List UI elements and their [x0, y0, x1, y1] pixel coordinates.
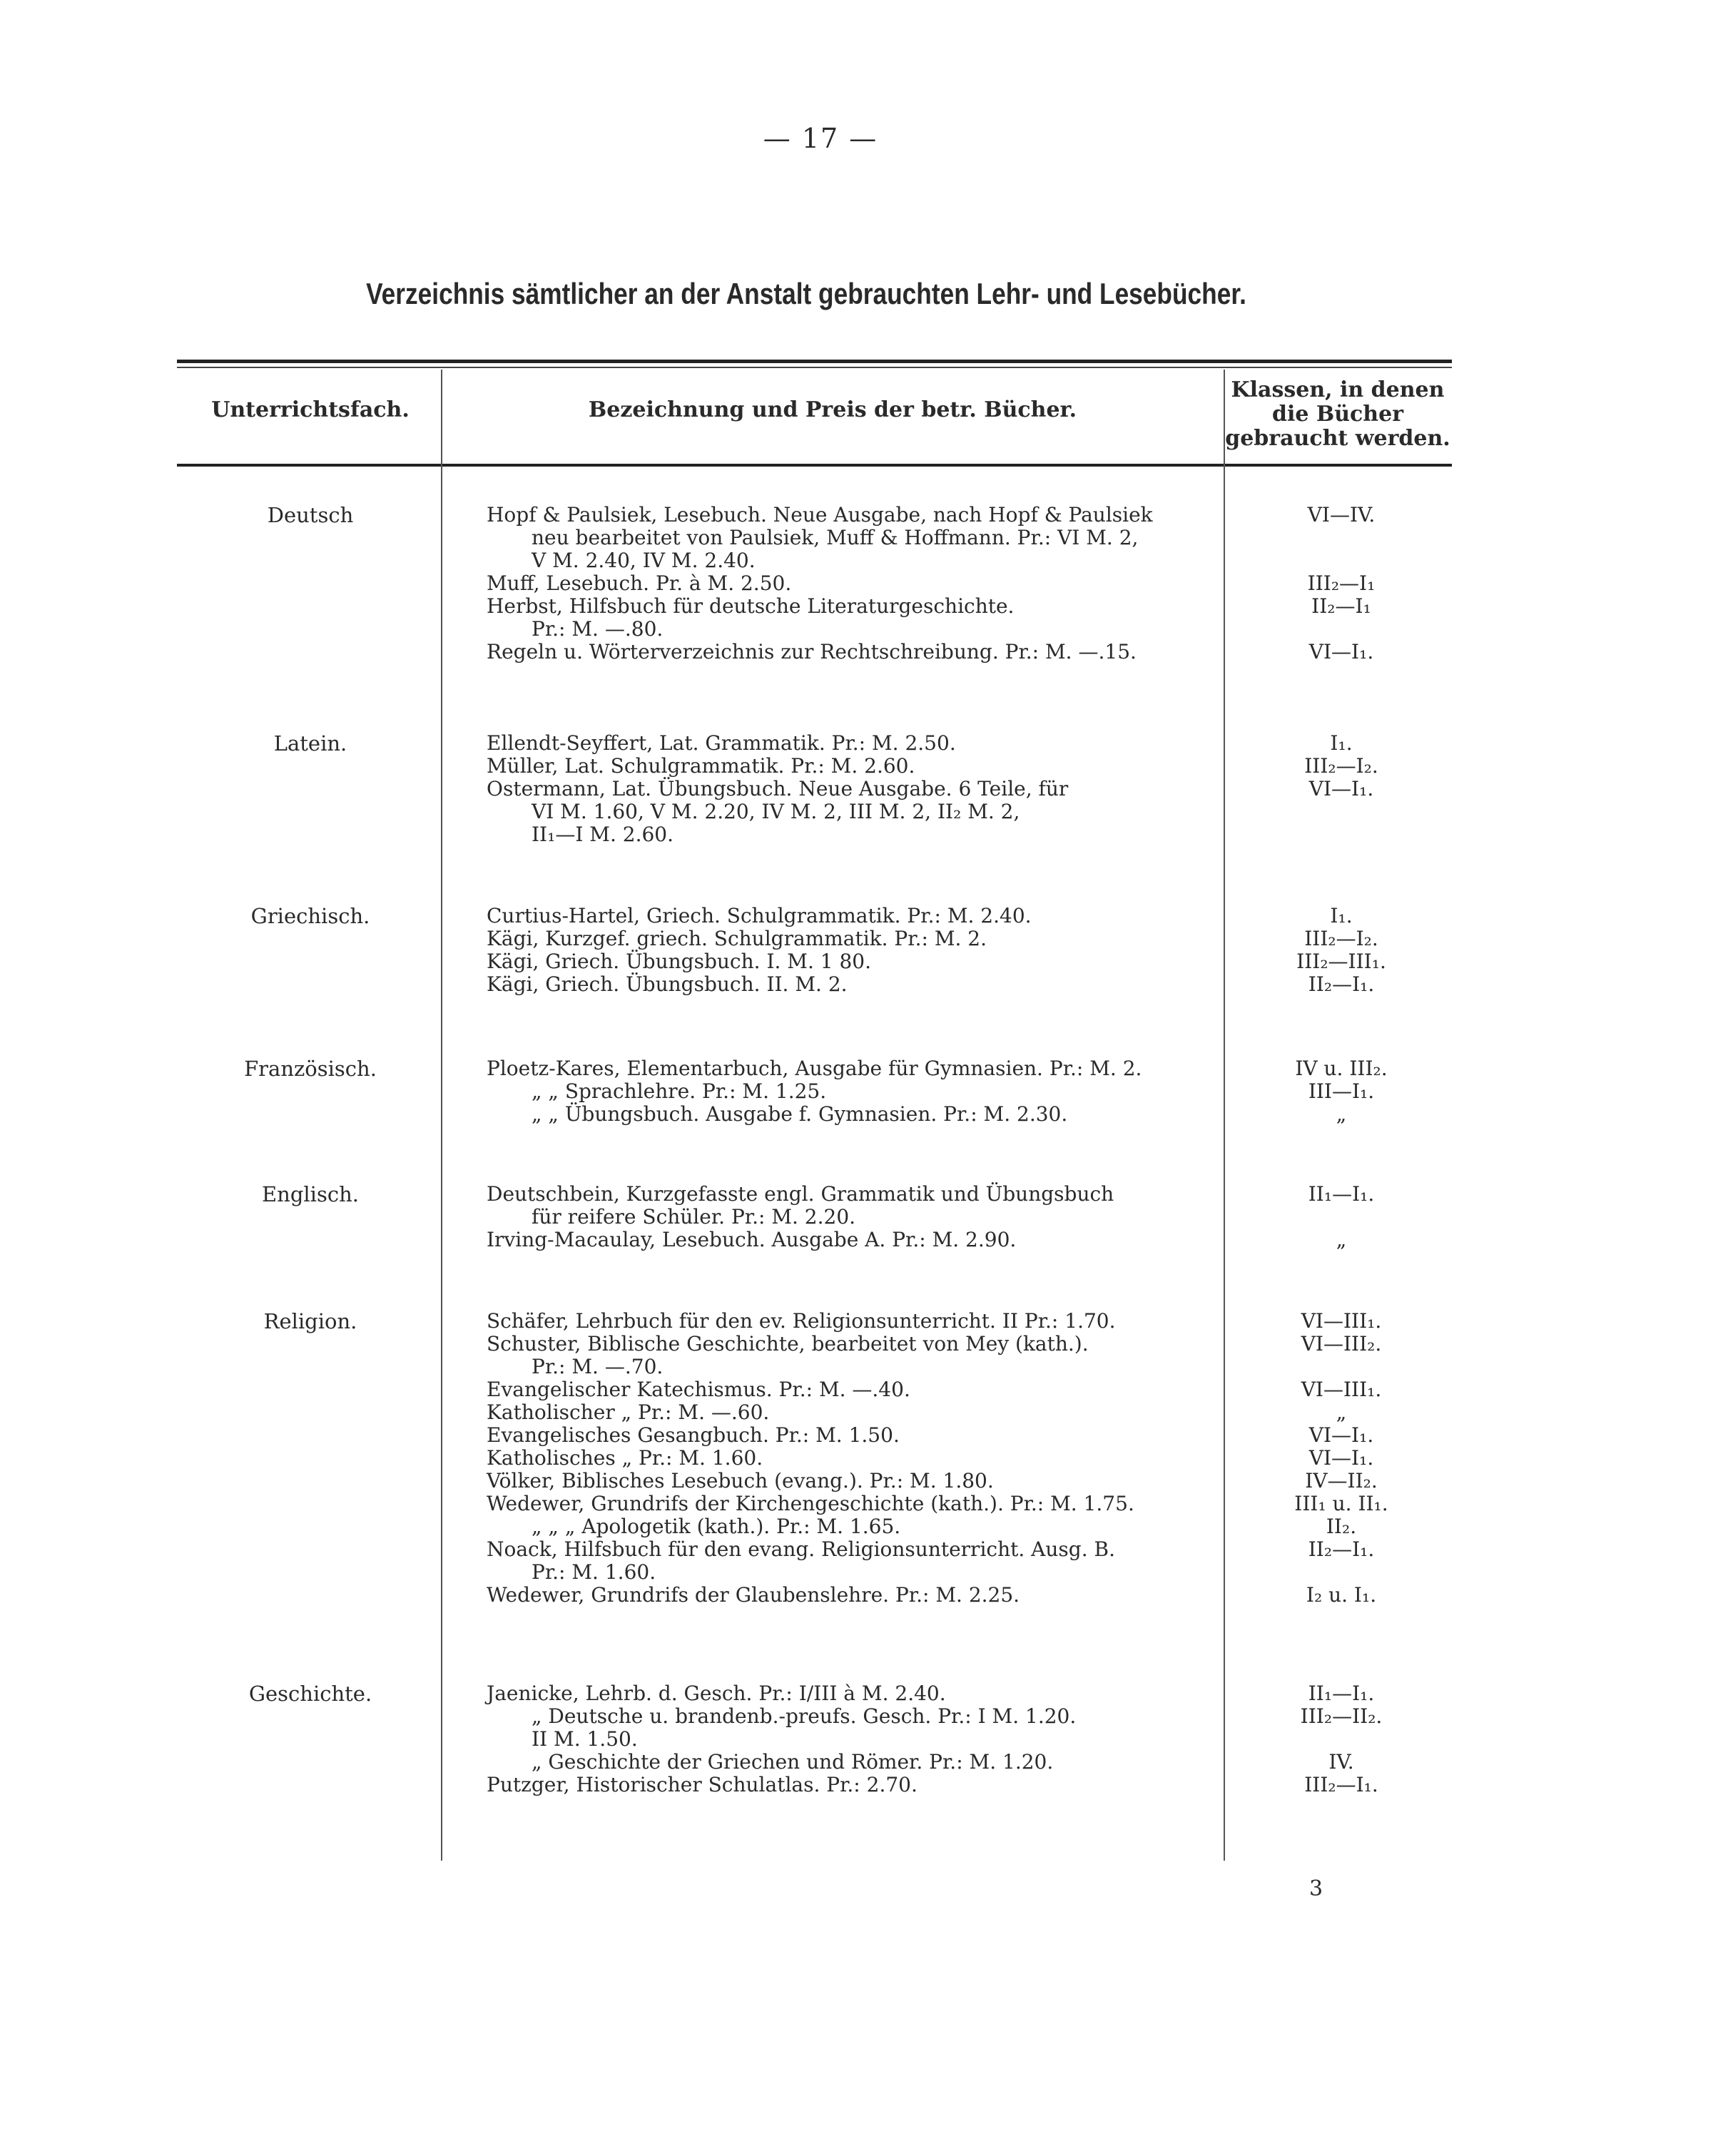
header-classes-line: die Bücher: [1271, 402, 1404, 427]
table-header-rule: [177, 464, 1452, 467]
classes-cell: IV—II₂.: [1305, 1469, 1378, 1493]
book-entry-line: Hopf & Paulsiek, Lesebuch. Neue Ausgabe, nach Hopf & Paulsiek: [487, 503, 1153, 527]
classes-cell: IV u. III₂.: [1295, 1057, 1388, 1080]
classes-cell: VI—I₁.: [1308, 1423, 1374, 1447]
classes-cell: „: [1336, 1102, 1347, 1126]
classes-cell: IV.: [1328, 1750, 1354, 1774]
column-separator: [441, 370, 442, 1861]
book-entry-line: Wedewer, Grundrifs der Glaubenslehre. Pr.: M. 2.25.: [487, 1583, 1020, 1607]
classes-cell: I₁.: [1330, 904, 1353, 927]
classes-cell: II₂.: [1326, 1515, 1357, 1538]
page-number: — 17 —: [763, 123, 878, 154]
book-entry-line: Pr.: M. —.70.: [532, 1355, 664, 1378]
classes-cell: II₂—I₁.: [1308, 972, 1375, 996]
subject-cell: Französisch.: [244, 1057, 377, 1081]
header-books: Bezeichnung und Preis der betr. Bücher.: [588, 397, 1077, 422]
book-entry-line: Schuster, Biblische Geschichte, bearbeitet von Mey (kath.).: [487, 1332, 1089, 1356]
header-classes-line: Klassen, in denen: [1231, 377, 1445, 402]
book-entry-line: Regeln u. Wörterverzeichnis zur Rechtschreibung. Pr.: M. —.15.: [487, 640, 1137, 663]
classes-cell: I₂ u. I₁.: [1306, 1583, 1377, 1607]
classes-cell: I₁.: [1330, 731, 1353, 755]
classes-cell: VI—I₁.: [1308, 640, 1374, 663]
book-entry-line: Katholisches „ Pr.: M. 1.60.: [487, 1446, 763, 1470]
book-entry-line: Muff, Lesebuch. Pr. à M. 2.50.: [487, 571, 792, 595]
book-entry-line: VI M. 1.60, V M. 2.20, IV M. 2, III M. 2, II₂ M. 2,: [532, 800, 1020, 823]
subject-cell: Geschichte.: [248, 1682, 372, 1706]
classes-cell: III₂—I₁: [1307, 571, 1376, 595]
classes-cell: II₁—I₁.: [1308, 1682, 1375, 1705]
classes-cell: VI—IV.: [1307, 503, 1376, 527]
book-entry-line: Evangelisches Gesangbuch. Pr.: M. 1.50.: [487, 1423, 900, 1447]
subject-cell: Griechisch.: [250, 904, 370, 928]
book-entry-line: Evangelischer Katechismus. Pr.: M. —.40.: [487, 1378, 910, 1401]
book-entry-line: Curtius-Hartel, Griech. Schulgrammatik. Pr.: M. 2.40.: [487, 904, 1032, 927]
page-title: Verzeichnis sämtlicher an der Anstalt gebrauchten Lehr- und Lesebücher.: [366, 277, 1246, 310]
book-entry-line: II₁—I M. 2.60.: [532, 823, 674, 846]
book-entry-line: Völker, Biblisches Lesebuch (evang.). Pr.: M. 1.80.: [487, 1469, 994, 1493]
subject-cell: Latein.: [273, 731, 347, 756]
book-entry-line: „ „ Sprachlehre. Pr.: M. 1.25.: [532, 1079, 827, 1103]
column-separator: [1224, 370, 1225, 1861]
subject-cell: Deutsch: [267, 503, 354, 527]
book-entry-line: II M. 1.50.: [532, 1727, 638, 1751]
classes-cell: VI—III₁.: [1301, 1378, 1382, 1401]
classes-cell: VI—III₂.: [1301, 1332, 1382, 1356]
subject-cell: Religion.: [263, 1309, 357, 1333]
classes-cell: III₂—I₁.: [1304, 1773, 1378, 1796]
classes-cell: II₂—I₁.: [1308, 1537, 1375, 1561]
book-entry-line: Irving-Macaulay, Lesebuch. Ausgabe A. Pr.: M. 2.90.: [487, 1228, 1017, 1251]
book-entry-line: Schäfer, Lehrbuch für den ev. Religionsunterricht. II Pr.: 1.70.: [487, 1309, 1116, 1333]
book-entry-line: Katholischer „ Pr.: M. —.60.: [487, 1400, 770, 1424]
book-entry-line: „ „ Übungsbuch. Ausgabe f. Gymnasien. Pr.: M. 2.30.: [532, 1102, 1068, 1126]
header-subject: Unterrichtsfach.: [211, 397, 410, 422]
classes-cell: III—I₁.: [1308, 1079, 1375, 1103]
header-classes-line: gebraucht werden.: [1225, 426, 1450, 451]
book-entry-line: Kägi, Griech. Übungsbuch. II. M. 2.: [487, 972, 848, 996]
book-entry-line: Ploetz-Kares, Elementarbuch, Ausgabe für Gymnasien. Pr.: M. 2.: [487, 1057, 1142, 1080]
classes-cell: II₁—I₁.: [1308, 1182, 1375, 1206]
classes-cell: VI—I₁.: [1308, 1446, 1374, 1470]
classes-cell: „: [1336, 1400, 1347, 1424]
book-entry-line: Kägi, Kurzgef. griech. Schulgrammatik. Pr.: M. 2.: [487, 927, 987, 950]
classes-cell: VI—I₁.: [1308, 777, 1374, 800]
book-entry-line: Noack, Hilfsbuch für den evang. Religionsunterricht. Ausg. B.: [487, 1537, 1115, 1561]
book-entry-line: Herbst, Hilfsbuch für deutsche Literaturgeschichte.: [487, 594, 1015, 618]
classes-cell: III₁ u. II₁.: [1294, 1492, 1388, 1515]
book-entry-line: Wedewer, Grundrifs der Kirchengeschichte (kath.). Pr.: M. 1.75.: [487, 1492, 1134, 1515]
table-top-rule-thin: [177, 367, 1452, 368]
subject-cell: Englisch.: [262, 1182, 359, 1206]
classes-cell: III₂—I₂.: [1304, 927, 1378, 950]
book-entry-line: Putzger, Historischer Schulatlas. Pr.: 2.70.: [487, 1773, 918, 1796]
book-entry-line: Ellendt-Seyffert, Lat. Grammatik. Pr.: M. 2.50.: [487, 731, 956, 755]
classes-cell: III₂—II₂.: [1300, 1704, 1383, 1728]
classes-cell: III₂—III₁.: [1296, 950, 1386, 973]
book-entry-line: Ostermann, Lat. Übungsbuch. Neue Ausgabe. 6 Teile, für: [487, 777, 1069, 800]
book-entry-line: Müller, Lat. Schulgrammatik. Pr.: M. 2.60.: [487, 754, 915, 778]
book-entry-line: „ Deutsche u. brandenb.-preufs. Gesch. Pr.: I M. 1.20.: [532, 1704, 1077, 1728]
classes-cell: II₂—I₁: [1311, 594, 1371, 618]
book-entry-line: neu bearbeitet von Paulsiek, Muff & Hoffmann. Pr.: VI M. 2,: [532, 526, 1139, 549]
classes-cell: III₂—I₂.: [1304, 754, 1378, 778]
table-top-rule: [177, 360, 1452, 363]
book-entry-line: „ „ „ Apologetik (kath.). Pr.: M. 1.65.: [532, 1515, 901, 1538]
book-entry-line: Pr.: M. —.80.: [532, 617, 664, 641]
book-entry-line: „ Geschichte der Griechen und Römer. Pr.: M. 1.20.: [532, 1750, 1054, 1774]
book-entry-line: für reifere Schüler. Pr.: M. 2.20.: [532, 1205, 856, 1229]
book-entry-line: Deutschbein, Kurzgefasste engl. Grammatik und Übungsbuch: [487, 1182, 1114, 1206]
classes-cell: VI—III₁.: [1301, 1309, 1382, 1333]
book-entry-line: Kägi, Griech. Übungsbuch. I. M. 1 80.: [487, 950, 872, 973]
book-entry-line: V M. 2.40, IV M. 2.40.: [532, 549, 756, 572]
book-entry-line: Pr.: M. 1.60.: [532, 1560, 656, 1584]
book-entry-line: Jaenicke, Lehrb. d. Gesch. Pr.: I/III à M. 2.40.: [487, 1682, 946, 1705]
classes-cell: „: [1336, 1228, 1347, 1251]
sheet-signature: 3: [1309, 1876, 1323, 1901]
header-classes: [1216, 378, 1459, 451]
